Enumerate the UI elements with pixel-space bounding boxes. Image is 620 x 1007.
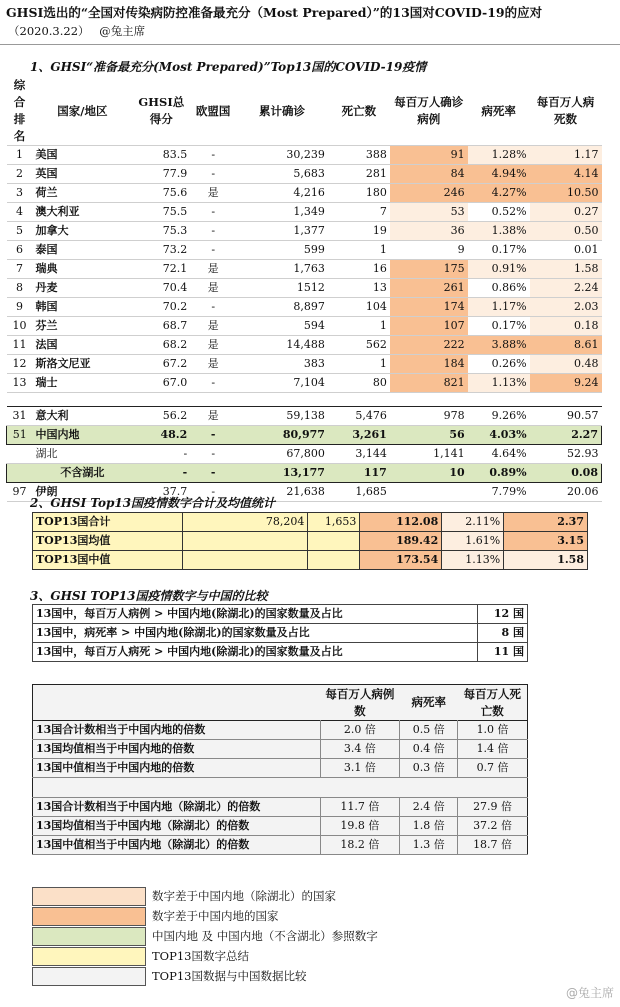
- cell-eu: 是: [190, 184, 236, 203]
- cell-deaths: 16: [328, 260, 390, 279]
- table-row: [7, 298, 602, 317]
- cell-cases: 13,177: [236, 464, 328, 483]
- cell-cfr: 1.38%: [468, 222, 530, 241]
- ratio-cell-a: 3.4 倍: [320, 740, 400, 759]
- count-value: 8 国: [478, 624, 528, 643]
- table-row: [7, 317, 602, 336]
- summary-cell-cfr: 1.13%: [442, 551, 504, 570]
- section2-title: 2、GHSI Top13国疫情数字合计及均值统计: [30, 496, 276, 510]
- cell-name: 英国: [32, 165, 132, 184]
- cell-rank: 6: [7, 241, 33, 260]
- summary-cell-per-m: 173.54: [360, 551, 442, 570]
- cell-per-m: 91: [390, 146, 468, 165]
- ratio-cell-label: 13国合计数相当于中国内地（除湖北）的倍数: [33, 798, 321, 817]
- ratio-cell-a: 19.8 倍: [320, 817, 400, 836]
- col-header-cases-per-million: 每百万人确诊病例: [390, 77, 468, 146]
- page-title: GHSI选出的“全国对传染病防控准备最充分（Most Prepared）”的13国对COVID-19的应对: [6, 5, 543, 20]
- legend-item: [32, 946, 249, 966]
- cell-rank: 10: [7, 317, 33, 336]
- cell-death-per-m: 52.93: [530, 445, 602, 464]
- cell-score: 75.6: [132, 184, 190, 203]
- cell-rank: 2: [7, 165, 33, 184]
- col-header-deaths: 死亡数: [328, 77, 390, 146]
- summary-cell-cases: [182, 551, 308, 570]
- cell-death-per-m: 4.14: [530, 165, 602, 184]
- cell-per-m: 821: [390, 374, 468, 393]
- cell-rank: 9: [7, 298, 33, 317]
- summary-cell-cases: [182, 532, 308, 551]
- cell-eu: 是: [190, 260, 236, 279]
- cell-cfr: 4.64%: [468, 445, 530, 464]
- cell-cfr: 0.89%: [468, 464, 530, 483]
- cell-deaths: 80: [328, 374, 390, 393]
- ratio-col-cfr: 病死率: [411, 695, 446, 709]
- cell-score: 56.2: [132, 407, 190, 426]
- ratio-cell-c: 0.7 倍: [458, 759, 528, 778]
- cell-score: 75.5: [132, 203, 190, 222]
- cell-score: 68.2: [132, 336, 190, 355]
- section1-title: 1、GHSI“准备最充分(Most Prepared)”Top13国的COVID-19疫情: [30, 60, 427, 74]
- cell-name: 加拿大: [32, 222, 132, 241]
- cell-eu: 是: [190, 279, 236, 298]
- cell-cfr: 1.17%: [468, 298, 530, 317]
- legend-swatch: [32, 927, 146, 946]
- cell-score: 68.7: [132, 317, 190, 336]
- cell-cfr: 1.13%: [468, 374, 530, 393]
- legend-item: [32, 886, 336, 906]
- summary-row: [33, 513, 588, 532]
- cell-death-per-m: 8.61: [530, 336, 602, 355]
- ratio-cell-c: 1.0 倍: [458, 721, 528, 740]
- cell-cfr: 0.26%: [468, 355, 530, 374]
- cell-rank: 11: [7, 336, 33, 355]
- col-header-score: GHSI总得分: [132, 77, 190, 146]
- cell-death-per-m: 2.03: [530, 298, 602, 317]
- ratio-cell-label: 13国中值相当于中国内地的倍数: [33, 759, 321, 778]
- cell-per-m: 107: [390, 317, 468, 336]
- cell-deaths: 1,685: [328, 483, 390, 502]
- ratio-row: [33, 817, 528, 836]
- ratio-cell-b: 0.4 倍: [400, 740, 458, 759]
- count-row: [33, 605, 528, 624]
- ratio-col-deaths: 每百万人死亡数: [463, 686, 522, 718]
- legend-label: TOP13国数字总结: [152, 949, 249, 963]
- ratio-header-row: [33, 685, 528, 721]
- section3-title: 3、GHSI TOP13国疫情数字与中国的比较: [30, 589, 268, 603]
- cell-rank: 3: [7, 184, 33, 203]
- cell-per-m: 222: [390, 336, 468, 355]
- summary-cell-label: TOP13国均值: [33, 532, 183, 551]
- cell-death-per-m: 0.27: [530, 203, 602, 222]
- cell-death-per-m: 2.27: [530, 426, 602, 445]
- cell-cfr: 4.03%: [468, 426, 530, 445]
- cell-name: 泰国: [32, 241, 132, 260]
- ratio-col-cases: 每百万人病例数: [325, 686, 395, 718]
- ratio-cell-b: 2.4 倍: [400, 798, 458, 817]
- cell-cases: 7,104: [236, 374, 328, 393]
- count-label: 13国中，每百万人病例 > 中国内地(除湖北)的国家数量及占比: [33, 605, 478, 624]
- cell-death-per-m: 1.17: [530, 146, 602, 165]
- ratio-cell-b: 1.8 倍: [400, 817, 458, 836]
- ratio-cell-a: 3.1 倍: [320, 759, 400, 778]
- summary-cell-deaths: 1,653: [308, 513, 360, 532]
- col-header-rank: 综合排名: [7, 77, 33, 146]
- count-value: 12 国: [478, 605, 528, 624]
- legend-label: 数字差于中国内地（除湖北）的国家: [152, 889, 336, 903]
- cell-deaths: 1: [328, 241, 390, 260]
- cell-cases: 1,377: [236, 222, 328, 241]
- cell-deaths: 1: [328, 355, 390, 374]
- ratio-cell-b: 0.5 倍: [400, 721, 458, 740]
- cell-rank: 1: [7, 146, 33, 165]
- cell-death-per-m: 10.50: [530, 184, 602, 203]
- cell-score: 75.3: [132, 222, 190, 241]
- table-row: [7, 445, 602, 464]
- cell-eu: -: [190, 445, 236, 464]
- summary-cell-death-per-m: 2.37: [504, 513, 588, 532]
- cell-per-m: 261: [390, 279, 468, 298]
- count-label: 13国中，每百万人病死 > 中国内地(除湖北)的国家数量及占比: [33, 643, 478, 662]
- cell-score: 37.7: [132, 483, 190, 502]
- cell-score: 72.1: [132, 260, 190, 279]
- header-divider: [0, 44, 620, 45]
- cell-cases: 80,977: [236, 426, 328, 445]
- cell-score: -: [132, 464, 190, 483]
- cell-name: 美国: [32, 146, 132, 165]
- cell-per-m: 10: [390, 464, 468, 483]
- cell-cases: 21,638: [236, 483, 328, 502]
- cell-cases: 1512: [236, 279, 328, 298]
- cell-per-m: 978: [390, 407, 468, 426]
- cell-eu: -: [190, 374, 236, 393]
- cell-death-per-m: 0.50: [530, 222, 602, 241]
- cell-eu: -: [190, 464, 236, 483]
- ratio-cell-label: 13国合计数相当于中国内地的倍数: [33, 721, 321, 740]
- cell-cases: 14,488: [236, 336, 328, 355]
- summary-cell-death-per-m: 1.58: [504, 551, 588, 570]
- cell-rank: 12: [7, 355, 33, 374]
- cell-deaths: 117: [328, 464, 390, 483]
- cell-death-per-m: 0.01: [530, 241, 602, 260]
- comparison-count-table: [32, 604, 528, 662]
- table-row: [7, 165, 602, 184]
- ratio-cell-a: 11.7 倍: [320, 798, 400, 817]
- cell-rank: 7: [7, 260, 33, 279]
- summary-cell-cases: 78,204: [182, 513, 308, 532]
- table-row: [7, 464, 602, 483]
- cell-deaths: 180: [328, 184, 390, 203]
- table-row: [7, 407, 602, 426]
- cell-cases: 1,763: [236, 260, 328, 279]
- count-label: 13国中，病死率 > 中国内地(除湖北)的国家数量及占比: [33, 624, 478, 643]
- table-row: [7, 241, 602, 260]
- cell-death-per-m: 9.24: [530, 374, 602, 393]
- cell-rank: 97: [7, 483, 33, 502]
- ratio-cell-b: 0.3 倍: [400, 759, 458, 778]
- cell-eu: -: [190, 241, 236, 260]
- cell-cfr: 1.28%: [468, 146, 530, 165]
- ratio-cell-label: 13国均值相当于中国内地（除湖北）的倍数: [33, 817, 321, 836]
- legend-item: [32, 906, 279, 926]
- spacer-row: [7, 393, 602, 407]
- cell-per-m: 84: [390, 165, 468, 184]
- cell-death-per-m: 0.18: [530, 317, 602, 336]
- cell-cases: 1,349: [236, 203, 328, 222]
- cell-eu: 是: [190, 355, 236, 374]
- table-row: [7, 355, 602, 374]
- cell-eu: 是: [190, 407, 236, 426]
- table-row: [7, 426, 602, 445]
- table-row: [7, 203, 602, 222]
- ratio-table: [32, 684, 528, 855]
- cell-cases: 5,683: [236, 165, 328, 184]
- cell-cfr: 9.26%: [468, 407, 530, 426]
- ratio-cell-label: 13国均值相当于中国内地的倍数: [33, 740, 321, 759]
- cell-score: 77.9: [132, 165, 190, 184]
- cell-cfr: 3.88%: [468, 336, 530, 355]
- summary-cell-label: TOP13国中值: [33, 551, 183, 570]
- cell-cfr: 4.94%: [468, 165, 530, 184]
- cell-cfr: 4.27%: [468, 184, 530, 203]
- cell-per-m: 246: [390, 184, 468, 203]
- legend-label: TOP13国数据与中国数据比较: [152, 969, 307, 983]
- ratio-row: [33, 798, 528, 817]
- cell-rank: 51: [7, 426, 33, 445]
- cell-cfr: 0.52%: [468, 203, 530, 222]
- cell-eu: -: [190, 165, 236, 184]
- cell-eu: 是: [190, 336, 236, 355]
- cell-score: 73.2: [132, 241, 190, 260]
- ratio-cell-c: 27.9 倍: [458, 798, 528, 817]
- summary-cell-label: TOP13国合计: [33, 513, 183, 532]
- header-subtitle: [8, 23, 145, 39]
- count-row: [33, 643, 528, 662]
- cell-cfr: 7.79%: [468, 483, 530, 502]
- legend-swatch: [32, 967, 146, 986]
- legend-item: [32, 926, 378, 946]
- cell-cases: 59,138: [236, 407, 328, 426]
- table-header-row: [7, 77, 602, 146]
- cell-deaths: 13: [328, 279, 390, 298]
- cell-rank: 5: [7, 222, 33, 241]
- cell-name: 伊朗: [32, 483, 132, 502]
- table-row: [7, 374, 602, 393]
- cell-rank: 31: [7, 407, 33, 426]
- ratio-gap-row: [33, 778, 528, 798]
- summary-cell-cfr: 1.61%: [442, 532, 504, 551]
- cell-death-per-m: 0.48: [530, 355, 602, 374]
- legend-label: 数字差于中国内地的国家: [152, 909, 279, 923]
- cell-name: 湖北: [32, 445, 132, 464]
- cell-per-m: 175: [390, 260, 468, 279]
- legend-swatch: [32, 907, 146, 926]
- cell-per-m: 1,141: [390, 445, 468, 464]
- table-row: [7, 336, 602, 355]
- cell-cases: 4,216: [236, 184, 328, 203]
- cell-per-m: 56: [390, 426, 468, 445]
- table-row: [7, 184, 602, 203]
- cell-death-per-m: 2.24: [530, 279, 602, 298]
- legend-swatch: [32, 887, 146, 906]
- cell-cases: 383: [236, 355, 328, 374]
- cell-per-m: 53: [390, 203, 468, 222]
- cell-name: 瑞士: [32, 374, 132, 393]
- ratio-cell-c: 1.4 倍: [458, 740, 528, 759]
- cell-deaths: 104: [328, 298, 390, 317]
- count-value: 11 国: [478, 643, 528, 662]
- cell-deaths: 562: [328, 336, 390, 355]
- cell-name: 不含湖北: [32, 464, 132, 483]
- cell-name: 荷兰: [32, 184, 132, 203]
- summary-cell-deaths: [308, 551, 360, 570]
- col-header-cases: 累计确诊: [236, 77, 328, 146]
- cell-name: 澳大利亚: [32, 203, 132, 222]
- cell-deaths: 1: [328, 317, 390, 336]
- cell-deaths: 3,144: [328, 445, 390, 464]
- ratio-cell-a: 2.0 倍: [320, 721, 400, 740]
- cell-deaths: 7: [328, 203, 390, 222]
- table-row: [7, 260, 602, 279]
- ratio-cell-a: 18.2 倍: [320, 836, 400, 855]
- cell-eu: -: [190, 483, 236, 502]
- summary-cell-per-m: 189.42: [360, 532, 442, 551]
- cell-rank: [7, 445, 33, 464]
- summary-row: [33, 551, 588, 570]
- legend-label: 中国内地 及 中国内地（不含湖北）参照数字: [152, 929, 378, 943]
- count-row: [33, 624, 528, 643]
- cell-eu: -: [190, 203, 236, 222]
- cell-name: 法国: [32, 336, 132, 355]
- ratio-cell-c: 37.2 倍: [458, 817, 528, 836]
- cell-name: 瑞典: [32, 260, 132, 279]
- summary-cell-death-per-m: 3.15: [504, 532, 588, 551]
- cell-deaths: 5,476: [328, 407, 390, 426]
- watermark: @兔主席: [565, 986, 614, 1000]
- cell-name: 丹麦: [32, 279, 132, 298]
- col-header-deaths-per-million: 每百万人病死数: [530, 77, 602, 146]
- author-label: @兔主席: [99, 24, 146, 38]
- cell-rank: 4: [7, 203, 33, 222]
- cell-cfr: 0.17%: [468, 317, 530, 336]
- cell-name: 斯洛文尼亚: [32, 355, 132, 374]
- date-label: （2020.3.22）: [8, 24, 90, 38]
- cell-eu: -: [190, 222, 236, 241]
- table-row: [7, 222, 602, 241]
- cell-per-m: 184: [390, 355, 468, 374]
- cell-score: 67.0: [132, 374, 190, 393]
- ratio-cell-c: 18.7 倍: [458, 836, 528, 855]
- cell-name: 中国内地: [32, 426, 132, 445]
- summary-row: [33, 532, 588, 551]
- ratio-row: [33, 740, 528, 759]
- legend-item: [32, 966, 306, 986]
- col-header-eu: 欧盟国: [190, 77, 236, 146]
- cell-name: 芬兰: [32, 317, 132, 336]
- cell-deaths: 3,261: [328, 426, 390, 445]
- col-header-country: 国家/地区: [32, 77, 132, 146]
- covid-table: [6, 77, 602, 502]
- cell-score: -: [132, 445, 190, 464]
- cell-eu: 是: [190, 317, 236, 336]
- cell-cases: 8,897: [236, 298, 328, 317]
- cell-per-m: 174: [390, 298, 468, 317]
- cell-score: 70.4: [132, 279, 190, 298]
- ratio-cell-b: 1.3 倍: [400, 836, 458, 855]
- summary-cell-cfr: 2.11%: [442, 513, 504, 532]
- cell-cfr: 0.17%: [468, 241, 530, 260]
- legend-swatch: [32, 947, 146, 966]
- cell-score: 70.2: [132, 298, 190, 317]
- cell-death-per-m: 90.57: [530, 407, 602, 426]
- ratio-cell-label: 13国中值相当于中国内地（除湖北）的倍数: [33, 836, 321, 855]
- cell-cases: 30,239: [236, 146, 328, 165]
- summary-table: [32, 512, 588, 570]
- cell-eu: -: [190, 426, 236, 445]
- cell-per-m: 36: [390, 222, 468, 241]
- cell-death-per-m: 0.08: [530, 464, 602, 483]
- cell-rank: 13: [7, 374, 33, 393]
- col-header-cfr: 病死率: [468, 77, 530, 146]
- cell-cases: 594: [236, 317, 328, 336]
- cell-cases: 67,800: [236, 445, 328, 464]
- summary-cell-per-m: 112.08: [360, 513, 442, 532]
- cell-rank: [7, 464, 33, 483]
- cell-eu: -: [190, 298, 236, 317]
- cell-death-per-m: 1.58: [530, 260, 602, 279]
- ratio-row: [33, 836, 528, 855]
- cell-eu: -: [190, 146, 236, 165]
- cell-deaths: 19: [328, 222, 390, 241]
- table-row: [7, 279, 602, 298]
- summary-cell-deaths: [308, 532, 360, 551]
- cell-cfr: 0.91%: [468, 260, 530, 279]
- cell-death-per-m: 20.06: [530, 483, 602, 502]
- cell-score: 67.2: [132, 355, 190, 374]
- ratio-row: [33, 721, 528, 740]
- cell-cfr: 0.86%: [468, 279, 530, 298]
- cell-per-m: [390, 483, 468, 502]
- cell-per-m: 9: [390, 241, 468, 260]
- table-row: [7, 146, 602, 165]
- ratio-row: [33, 759, 528, 778]
- cell-name: 韩国: [32, 298, 132, 317]
- cell-deaths: 388: [328, 146, 390, 165]
- cell-name: 意大利: [32, 407, 132, 426]
- cell-rank: 8: [7, 279, 33, 298]
- cell-cases: 599: [236, 241, 328, 260]
- cell-deaths: 281: [328, 165, 390, 184]
- cell-score: 48.2: [132, 426, 190, 445]
- cell-score: 83.5: [132, 146, 190, 165]
